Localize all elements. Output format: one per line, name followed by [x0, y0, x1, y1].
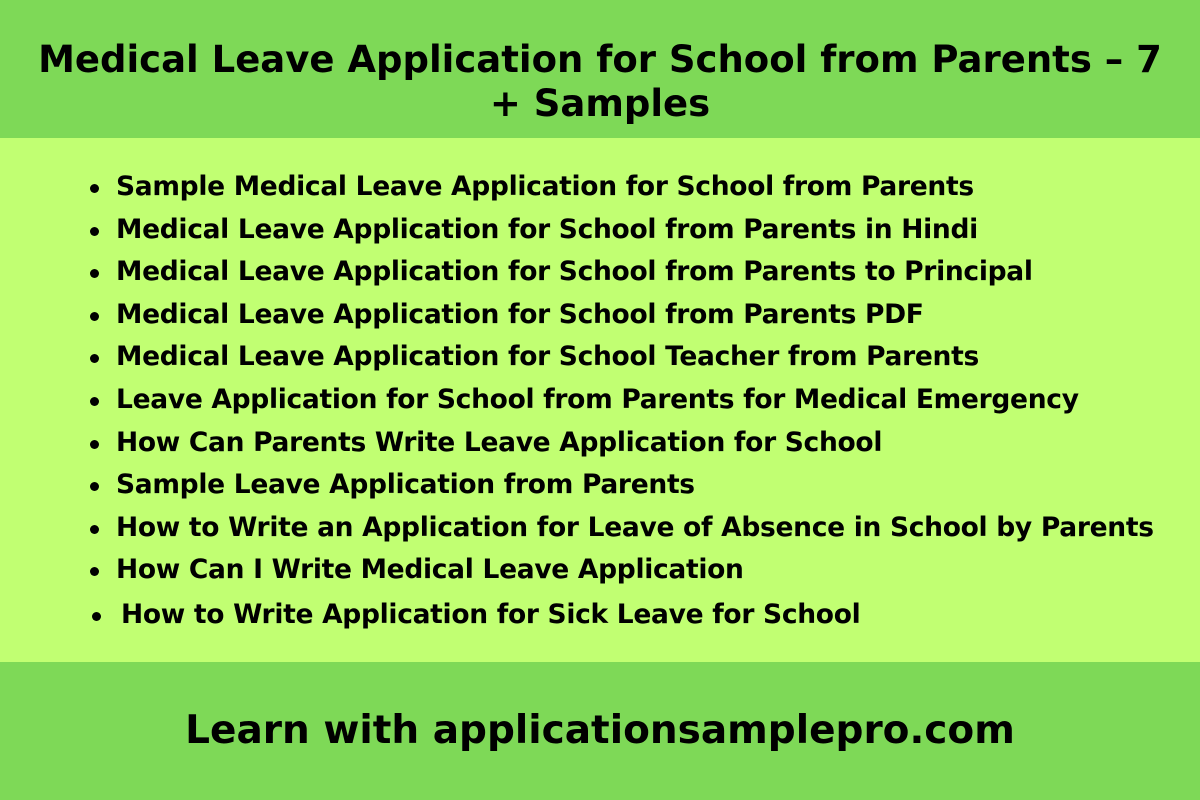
list-item	[88, 464, 1154, 507]
list-item	[88, 507, 1154, 550]
sample-list	[88, 166, 1154, 637]
list-item	[88, 549, 1154, 592]
bullet-icon	[90, 269, 99, 278]
header-banner	[0, 0, 1200, 138]
list-item-label: Leave Application for School from Parents for Medical Emergency	[116, 383, 1079, 415]
list-item-label: Medical Leave Application for School from Parents in Hindi	[116, 213, 978, 245]
list-item	[88, 379, 1154, 422]
list-item-label: How to Write an Application for Leave of Absence in School by Parents	[116, 511, 1154, 543]
bullet-icon	[90, 482, 99, 491]
list-item-label: How to Write Application for Sick Leave for School	[121, 598, 861, 630]
list-item-label: Medical Leave Application for School from Parents to Principal	[116, 256, 1033, 288]
bullet-icon	[90, 525, 99, 534]
list-item	[88, 594, 1154, 637]
bullet-icon	[90, 227, 99, 236]
footer-text: Learn with applicationsamplepro.com	[185, 708, 1015, 753]
footer-banner	[0, 662, 1200, 800]
bullet-icon	[90, 354, 99, 363]
page-title: Medical Leave Application for School from Parents – 7 + Samples	[38, 38, 1162, 125]
list-item-label: How Can I Write Medical Leave Application	[116, 554, 744, 586]
content-panel	[0, 138, 1200, 662]
bullet-icon	[90, 440, 99, 449]
bullet-icon	[92, 612, 101, 621]
list-item-label: Sample Medical Leave Application for School from Parents	[116, 171, 974, 202]
list-item-label: How Can Parents Write Leave Application for School	[116, 426, 883, 458]
bullet-icon	[90, 184, 99, 193]
list-item	[88, 166, 1154, 209]
list-item-label: Sample Leave Application from Parents	[116, 469, 695, 501]
bullet-icon	[90, 397, 99, 406]
list-item-label: Medical Leave Application for School from Parents PDF	[116, 298, 924, 330]
list-item	[88, 422, 1154, 465]
list-item	[88, 251, 1154, 294]
bullet-icon	[90, 312, 99, 321]
list-item	[88, 209, 1154, 252]
list-item	[88, 294, 1154, 337]
bullet-icon	[90, 567, 99, 576]
list-item	[88, 336, 1154, 379]
list-item-label: Medical Leave Application for School Teacher from Parents	[116, 341, 979, 373]
